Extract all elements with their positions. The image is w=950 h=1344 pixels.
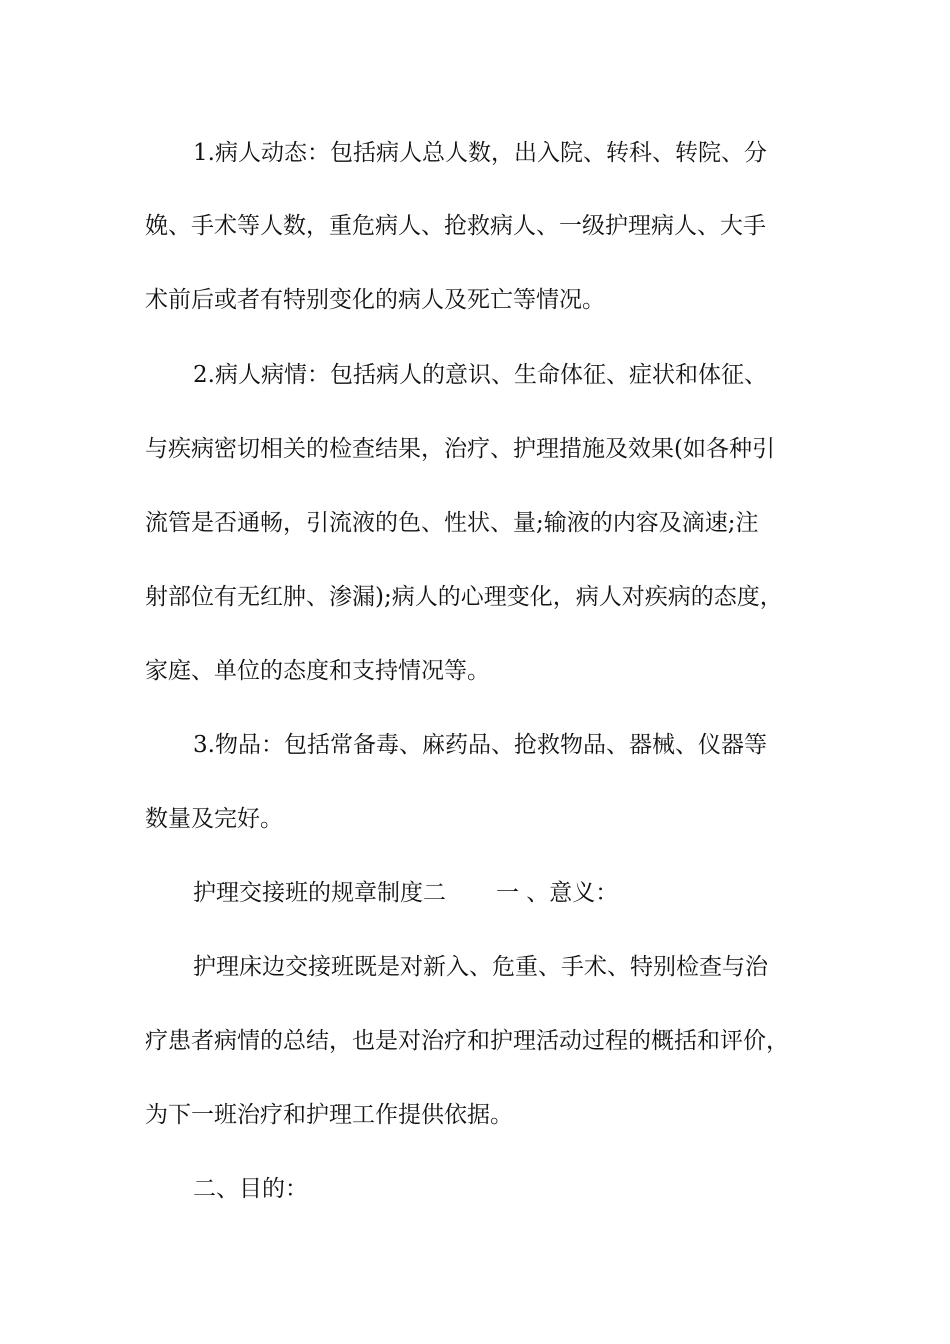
paragraph-line: 为下一班治疗和护理工作提供依据。 — [145, 1102, 513, 1128]
paragraph-line: 与疾病密切相关的检查结果，治疗、护理措施及效果(如各种引 — [145, 436, 775, 462]
paragraph-line: 流管是否通畅，引流液的色、性状、量;输液的内容及滴速;注 — [145, 510, 759, 536]
paragraph-line: 术前后或者有特别变化的病人及死亡等情况。 — [145, 287, 605, 313]
section-heading: 一 、意义： — [496, 880, 619, 906]
paragraph-line: 2.病人病情：包括病人的意识、生命体征、症状和体征、 — [193, 362, 767, 388]
paragraph-line: 射部位有无红肿、渗漏);病人的心理变化，病人对疾病的态度， — [145, 584, 783, 610]
document-title: 护理交接班的规章制度二 — [193, 880, 446, 906]
paragraph-line: 数量及完好。 — [145, 806, 283, 832]
section-heading-line — [193, 878, 873, 908]
paragraph-line: 疗患者病情的总结，也是对治疗和护理活动过程的概括和评价， — [145, 1028, 789, 1054]
paragraph-line: 3.物品：包括常备毒、麻药品、抢救物品、器械、仪器等 — [193, 732, 767, 758]
paragraph-line: 娩、手术等人数，重危病人、抢救病人、一级护理病人、大手 — [145, 213, 766, 239]
paragraph-line: 1.病人动态：包括病人总人数，出入院、转科、转院、分 — [193, 140, 767, 166]
section-heading: 二、目的： — [193, 1176, 308, 1202]
paragraph-line: 家庭、单位的态度和支持情况等。 — [145, 658, 490, 684]
paragraph-line: 护理床边交接班既是对新入、危重、手术、特别检查与治 — [193, 954, 768, 980]
